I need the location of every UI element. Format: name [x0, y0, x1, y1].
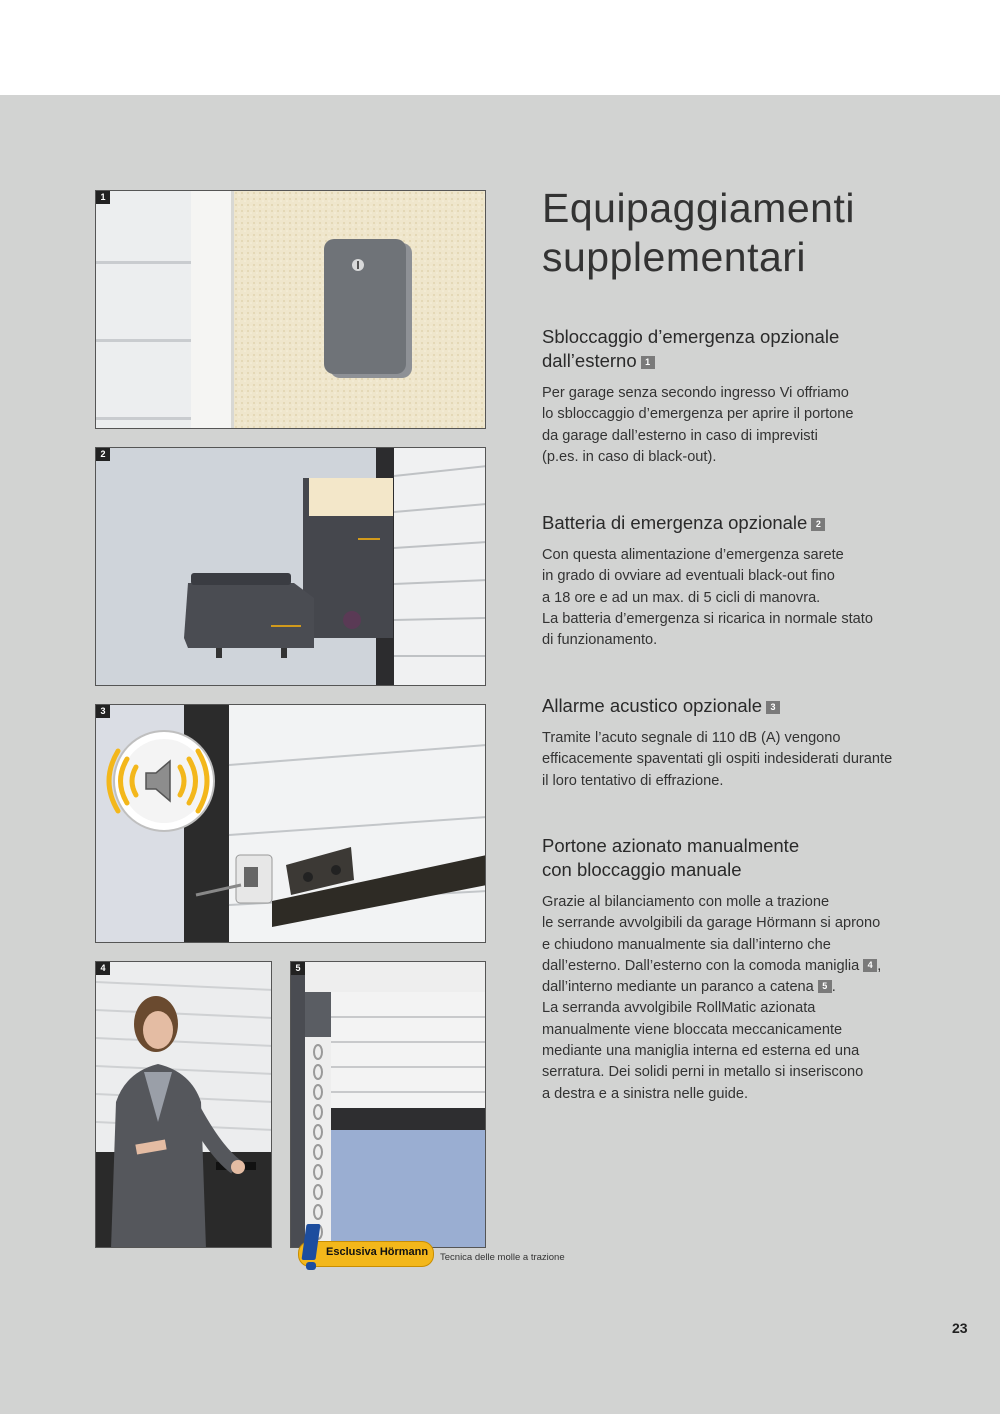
- acoustic-alarm-illustration: [96, 705, 486, 943]
- section-manual-operation: [542, 834, 942, 1105]
- exclamation-dot: [306, 1262, 316, 1270]
- image-number-5: 5: [291, 962, 305, 975]
- image-number-2: 2: [96, 448, 110, 461]
- image-ref-badge: 2: [811, 518, 825, 531]
- image-ref-badge: 4: [863, 959, 877, 972]
- section-body: Tramite l’acuto segnale di 110 dB (A) vengono efficacemente spaventati gli ospiti indesiderati durante il loro tentativo di effrazione.: [542, 730, 893, 789]
- image-number-1: 1: [96, 191, 110, 204]
- section-body: Per garage senza secondo ingresso Vi offriamo lo sbloccaggio d’emergenza per aprire il portone da garage dall’esterno in caso di imprevisti (p.es. in caso di black-out).: [542, 385, 854, 465]
- section-title: Portone azionato manualmente con bloccaggio manuale: [542, 835, 800, 880]
- section-backup-battery: [542, 511, 942, 651]
- page-number: 23: [952, 1320, 968, 1336]
- woman-operating-handle-illustration: [96, 962, 272, 1248]
- exclusive-note: Tecnica delle molle a trazione: [440, 1252, 565, 1263]
- exclusive-label: Esclusiva Hörmann: [326, 1246, 429, 1258]
- image-ref-badge: 3: [766, 701, 780, 714]
- image-ref-badge: 5: [818, 980, 832, 993]
- section-title: Batteria di emergenza opzionale 2: [542, 511, 942, 535]
- photo-woman-handle: [95, 961, 272, 1248]
- photo-acoustic-alarm: [95, 704, 486, 943]
- page-title: Equipaggiamenti supplementari: [542, 185, 855, 280]
- image-number-4: 4: [96, 962, 110, 975]
- section-title: Allarme acustico opzionale 3: [542, 694, 942, 718]
- section-emergency-release: [542, 325, 942, 468]
- image-ref-badge: 1: [641, 356, 655, 369]
- chain-hoist-illustration: [291, 962, 486, 1248]
- section-acoustic-alarm: [542, 694, 942, 792]
- section-body: Grazie al bilanciamento con molle a trazione le serrande avvolgibili da garage Hörmann si aprono e chiudono manualmente sia dall’interno che dall’esterno. Dall’esterno con la comoda maniglia 4 , dall’interno mediante un paranco a catena 5 . La serranda avvolgibile RollMatic azionata manualmente viene bloccata meccanicamente mediante una maniglia interna ed esterna ed una serratura. Dei solidi perni in metallo si inseriscono a destra e a sinistra nelle guide.: [542, 894, 882, 1102]
- backup-battery-illustration: [96, 448, 486, 686]
- photo-backup-battery: [95, 447, 486, 686]
- section-title: Sbloccaggio d’emergenza opzionale dall’esterno 1: [542, 326, 840, 371]
- section-body: Con questa alimentazione d’emergenza sarete in grado di ovviare ad eventuali black-out fino a 18 ore e ad un max. di 5 cicli di manovra. La batteria d’emergenza si ricarica in normale stato di funzionamento.: [542, 547, 873, 649]
- emergency-release-box-illustration: [96, 191, 486, 429]
- photo-chain-hoist: [290, 961, 486, 1248]
- photo-emergency-release: [95, 190, 486, 429]
- image-number-3: 3: [96, 705, 110, 718]
